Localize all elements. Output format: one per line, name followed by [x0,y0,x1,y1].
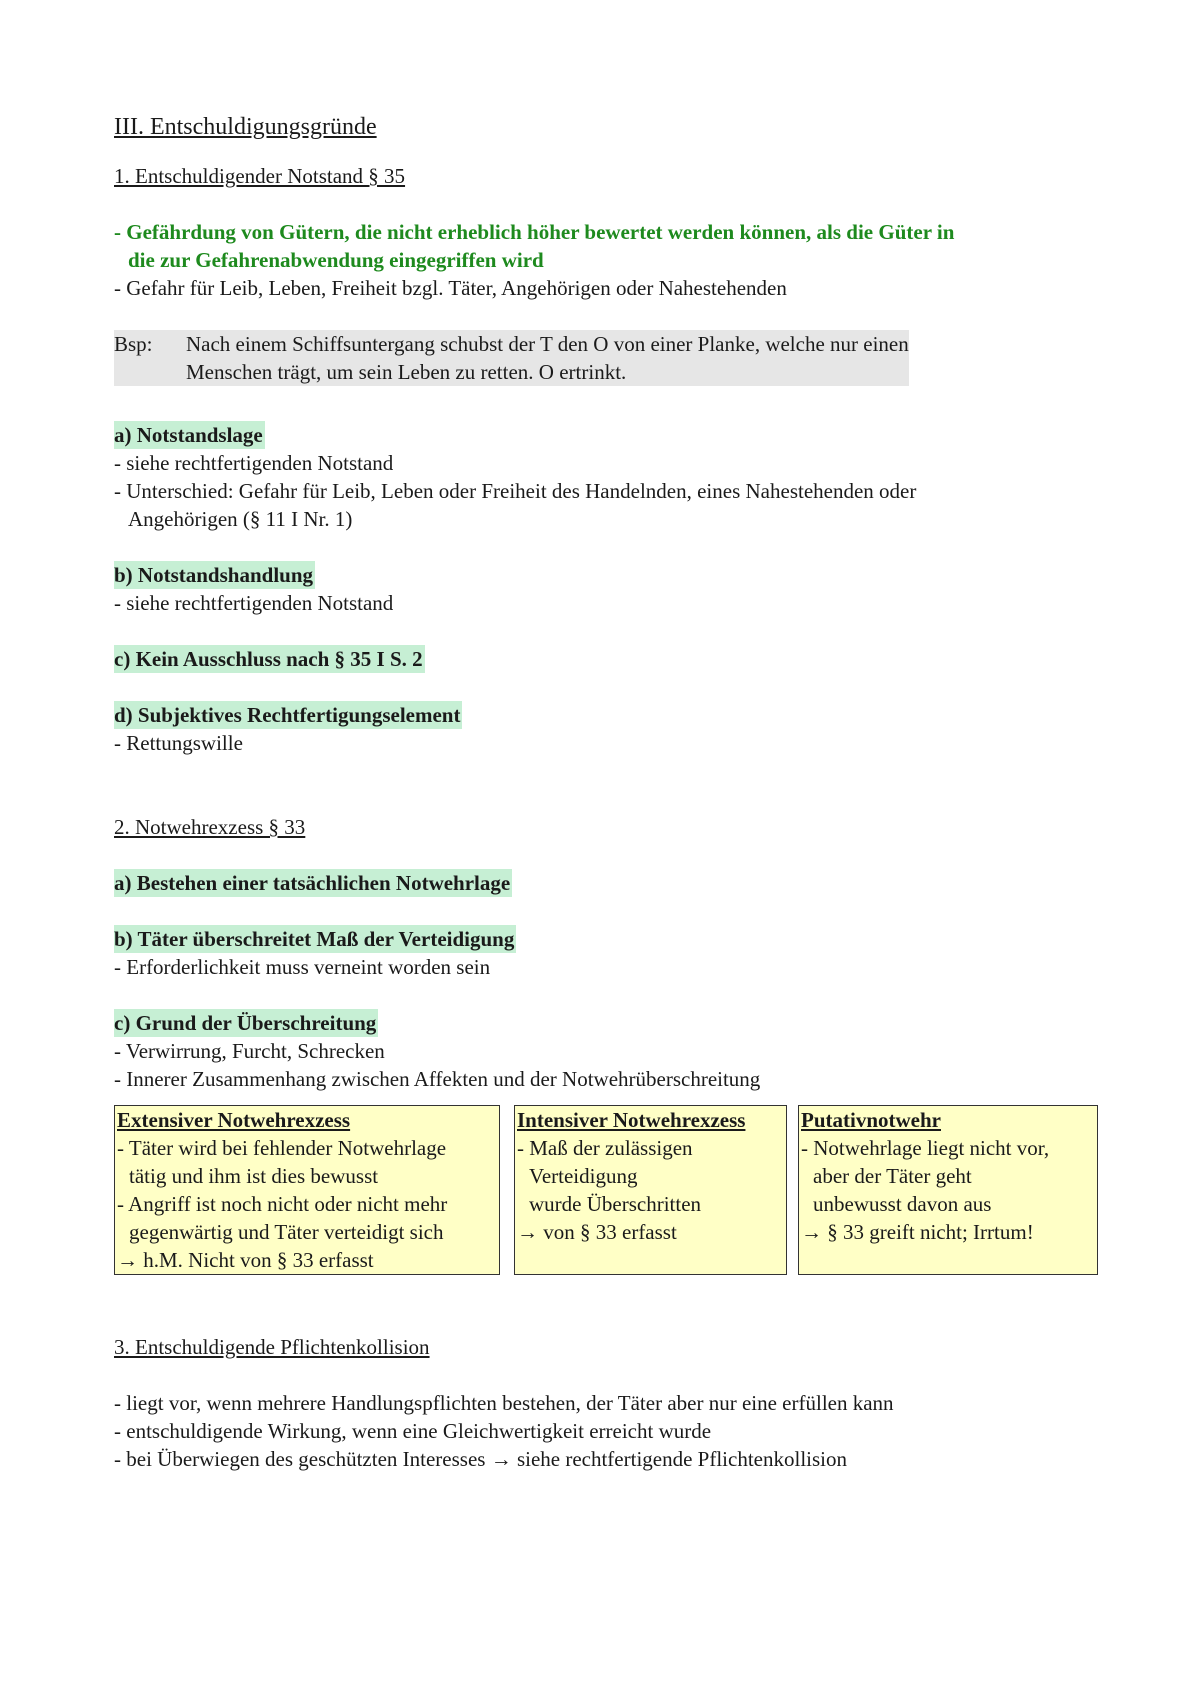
green-text-line-2: die zur Gefahrenabwendung eingegriffen wird [128,248,544,272]
box-line: → § 33 greift nicht; Irrtum! [801,1220,1034,1244]
example-block [114,330,909,386]
subheading-b: b) Notstandshandlung [114,563,314,587]
example-label: Bsp: [114,332,153,356]
box-intensiver-notwehrexzess [514,1105,787,1275]
box-title: Putativnotwehr [801,1108,941,1132]
green-text-line-1: - Gefährdung von Gütern, die nicht erheblich höher bewertet werden können, als die Güter in [114,220,955,244]
subheading-c: c) Kein Ausschluss nach § 35 I S. 2 [114,647,423,671]
text-line: - Rettungswille [114,731,243,755]
subheading-d: d) Subjektives Rechtfertigungselement [114,703,461,727]
example-line-2: Menschen trägt, um sein Leben zu retten. O ertrinkt. [186,360,627,384]
comparison-boxes [114,1105,1104,1277]
text-line: - siehe rechtfertigenden Notstand [114,591,394,615]
box-line: Verteidigung [529,1164,638,1188]
subheading-a: a) Bestehen einer tatsächlichen Notwehrlage [114,871,511,895]
section-3-title: 3. Entschuldigende Pflichtenkollision [114,1335,430,1359]
box-line: → h.M. Nicht von § 33 erfasst [117,1248,374,1272]
text-line: - entschuldigende Wirkung, wenn eine Gleichwertigkeit erreicht wurde [114,1419,712,1443]
document-page [114,112,1104,1473]
text-line: - siehe rechtfertigenden Notstand [114,451,394,475]
section-1-title: 1. Entschuldigender Notstand § 35 [114,164,406,188]
box-line: → von § 33 erfasst [517,1220,677,1244]
main-heading: III. Entschuldigungsgründe [114,114,377,140]
example-line-1: Nach einem Schiffsuntergang schubst der T den O von einer Planke, welche nur einen [186,332,909,356]
text-line: Angehörigen (§ 11 I Nr. 1) [128,507,353,531]
box-putativnotwehr [798,1105,1098,1275]
box-line: aber der Täter geht [813,1164,972,1188]
box-extensiver-notwehrexzess [114,1105,500,1275]
text-line: - Unterschied: Gefahr für Leib, Leben oder Freiheit des Handelnden, eines Nahestehenden oder [114,479,917,503]
subheading-a: a) Notstandslage [114,423,263,447]
box-line: - Maß der zulässigen [517,1136,693,1160]
box-title: Extensiver Notwehrexzess [117,1108,351,1132]
box-line: unbewusst davon aus [813,1192,992,1216]
box-line: tätig und ihm ist dies bewusst [129,1164,379,1188]
text-line: - Erforderlichkeit muss verneint worden sein [114,955,491,979]
text-line: - bei Überwiegen des geschützten Interesses → siehe rechtfertigende Pflichtenkollision [114,1447,848,1471]
section-2-title: 2. Notwehrexzess § 33 [114,815,306,839]
subheading-c: c) Grund der Überschreitung [114,1011,377,1035]
box-line: gegenwärtig und Täter verteidigt sich [129,1220,444,1244]
text-line: - liegt vor, wenn mehrere Handlungspflichten bestehen, der Täter aber nur eine erfüllen kann [114,1391,894,1415]
text-line: - Gefahr für Leib, Leben, Freiheit bzgl. Täter, Angehörigen oder Nahestehenden [114,276,787,300]
box-line: - Täter wird bei fehlender Notwehrlage [117,1136,447,1160]
box-line: - Angriff ist noch nicht oder nicht mehr [117,1192,448,1216]
box-line: - Notwehrlage liegt nicht vor, [801,1136,1050,1160]
box-line: wurde Überschritten [529,1192,702,1216]
subheading-b: b) Täter überschreitet Maß der Verteidigung [114,927,515,951]
box-title: Intensiver Notwehrexzess [517,1108,746,1132]
text-line: - Verwirrung, Furcht, Schrecken [114,1039,385,1063]
text-line: - Innerer Zusammenhang zwischen Affekten und der Notwehrüberschreitung [114,1067,761,1091]
